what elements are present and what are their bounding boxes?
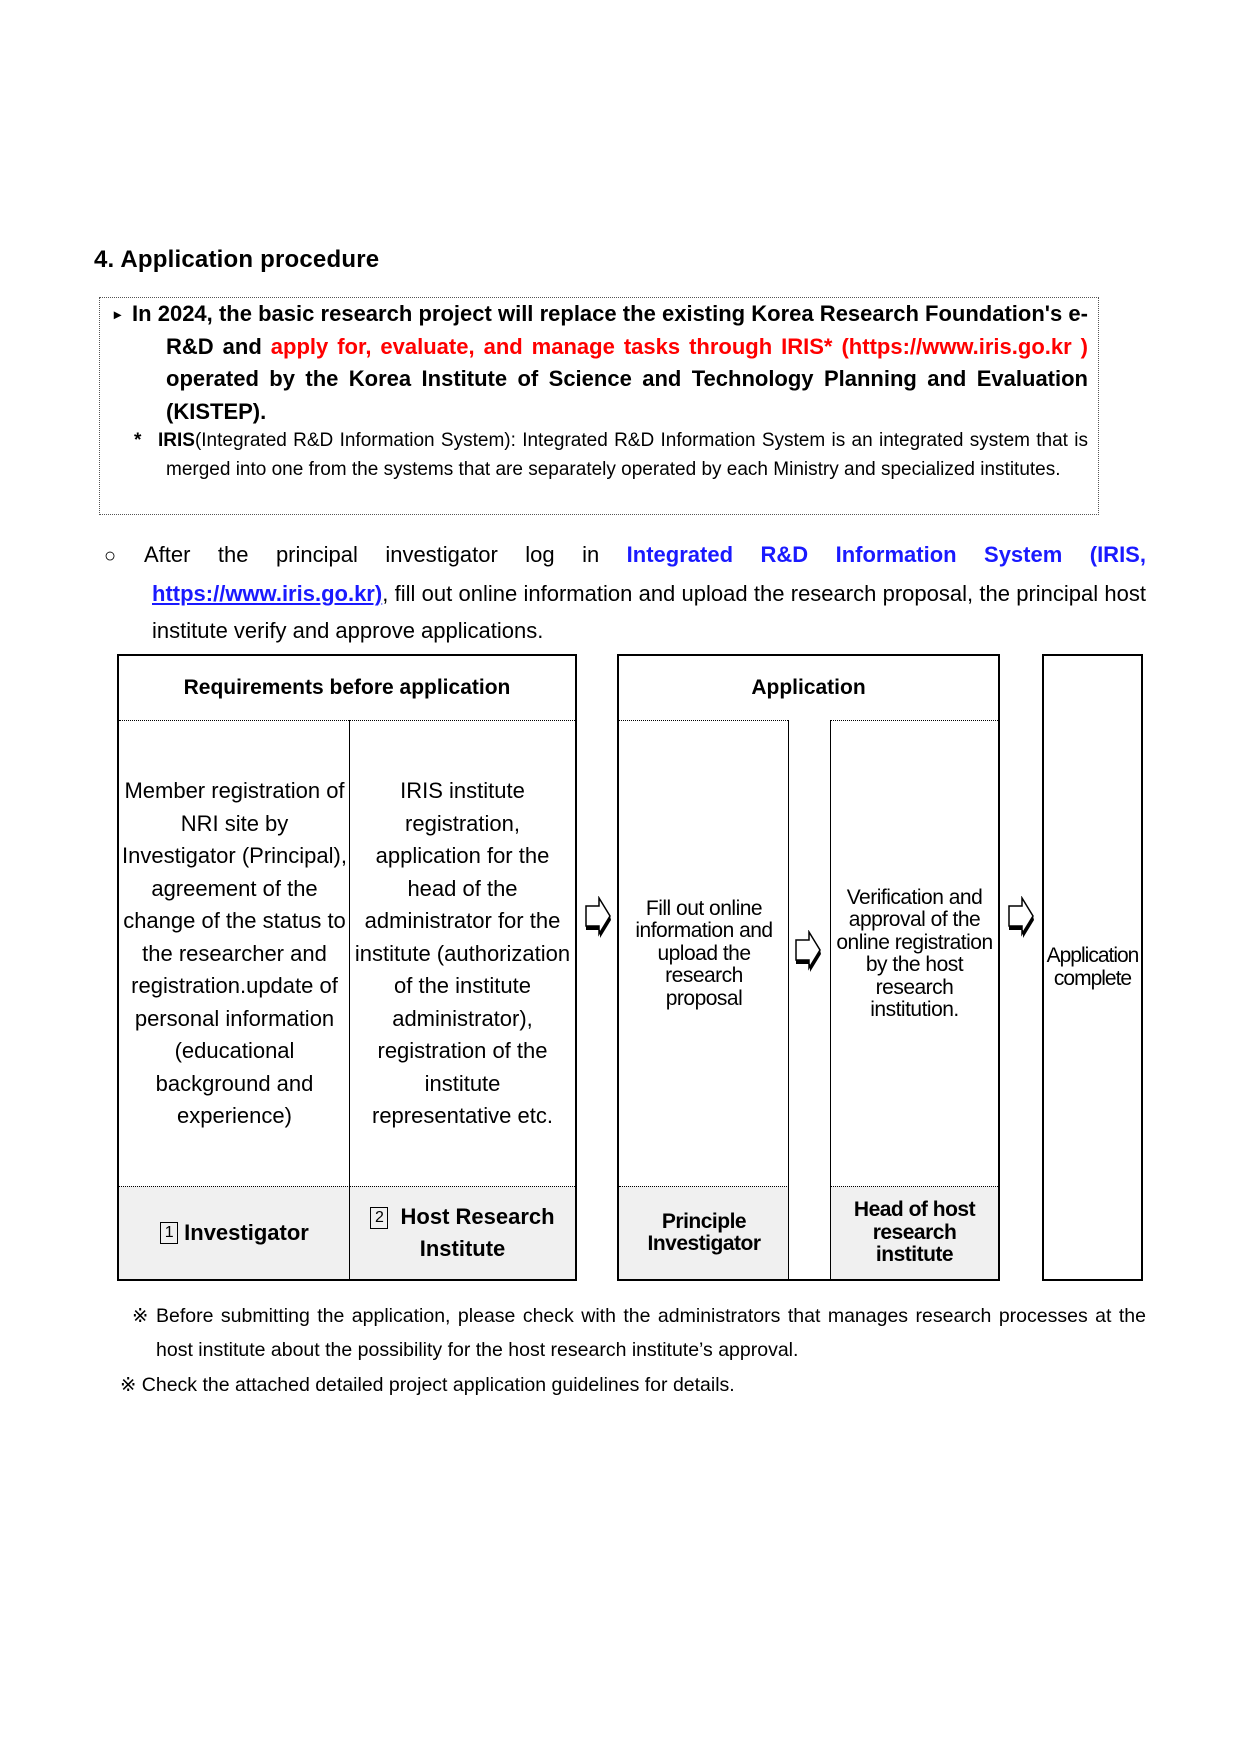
actor-host-research-institute — [350, 1186, 575, 1279]
note-2-text: Check the attached detailed project application guidelines for details. — [141, 1374, 735, 1396]
intro-comma: , — [382, 581, 389, 606]
reference-mark-icon: ※ — [132, 1305, 149, 1327]
application-complete-text — [1044, 656, 1141, 1279]
application-arrow-gap — [789, 720, 831, 1279]
footnote-text: (Integrated R&D Information System): Integrated R&D Information System is an integrated system that is merged into one from the systems that are separately operated by each Ministry and specialized institutes. — [166, 430, 1088, 480]
fillout-step-text — [619, 720, 789, 1188]
notice-box — [99, 297, 1099, 515]
section-title: 4. Application procedure — [94, 246, 380, 273]
intro-text-before: After the principal investigator log in — [144, 542, 600, 567]
application-col-fillout — [619, 720, 789, 1279]
right-arrow-icon — [1006, 896, 1036, 940]
notice-text-red: apply for, evaluate, and manage tasks through IRIS* (https://www.iris.go.kr ) — [270, 333, 1088, 359]
application-header: Application — [619, 656, 998, 721]
investigator-requirements-body: Member registration of NRI site by Investigator (Principal), agreement of the change of the status to the researcher and registration.update of personal information (educational background and experience) — [122, 778, 347, 1129]
number-1-icon: 1 — [160, 1222, 178, 1244]
right-arrow-icon — [793, 930, 823, 974]
requirements-header: Requirements before application — [119, 656, 575, 721]
verification-step-text — [831, 720, 998, 1188]
number-2-icon: 2 — [370, 1207, 388, 1229]
right-arrow-icon — [583, 896, 613, 940]
investigator-requirements-text — [119, 720, 350, 1188]
actor-head-of-host-label: Head of host research institute — [853, 1198, 976, 1267]
host-requirements-text — [350, 720, 575, 1188]
actor-head-of-host — [831, 1186, 998, 1279]
notice-footnote — [134, 426, 1088, 484]
actor-host-label: Host Research Institute — [400, 1203, 555, 1261]
intro-text-after: fill out online information and upload the research proposal, the principal host institute verify and approve applications. — [152, 581, 1147, 643]
fillout-step-body: Fill out online information and upload the research proposal — [635, 896, 773, 1010]
note-1-text: Before submitting the application, please check with the administrators that manages research processes at the host institute about the possibility for the host research institute’s approval. — [156, 1305, 1146, 1361]
actor-investigator — [119, 1186, 350, 1279]
verification-step-body: Verification and approval of the online registration by the host research institution. — [836, 885, 993, 1021]
requirements-col-investigator — [119, 720, 350, 1279]
footnote-abbrev: IRIS — [158, 430, 195, 451]
iris-system-name: Integrated R&D Information System (IRIS, — [626, 542, 1146, 567]
actor-principle-investigator — [619, 1186, 789, 1279]
actor-principle-investigator-label: Principle Investigator — [647, 1209, 761, 1255]
footnote-marker: * — [134, 430, 142, 451]
notice-text-black-end: operated by the Korea Institute of Science and Technology Planning and Evaluation (KISTEP). — [166, 366, 1088, 424]
note-2 — [120, 1368, 1140, 1402]
iris-url-link[interactable]: https://www.iris.go.kr) — [152, 581, 383, 606]
notice-text-black: In 2024, the basic research project will replace the existing Korea Research Foundation's e-R&D and — [132, 301, 1088, 359]
actor-investigator-label: Investigator — [184, 1219, 309, 1245]
reference-mark-icon: ※ — [120, 1374, 137, 1396]
host-requirements-body: IRIS institute registration, application for the head of the administrator for the institute (authorization of the institute administrator), registration of the institute representative etc. — [354, 778, 571, 1129]
notice-main-text — [114, 298, 1088, 428]
circle-bullet-icon: ○ — [104, 545, 117, 567]
right-triangle-bullet-icon: ▸ — [114, 306, 122, 322]
requirements-col-host — [350, 720, 575, 1279]
application-complete-box — [1042, 654, 1143, 1281]
application-complete-label: Application complete — [1046, 944, 1139, 990]
requirements-box — [117, 654, 577, 1281]
intro-paragraph — [104, 536, 1146, 649]
application-col-verification — [831, 720, 998, 1279]
note-1 — [132, 1299, 1146, 1367]
